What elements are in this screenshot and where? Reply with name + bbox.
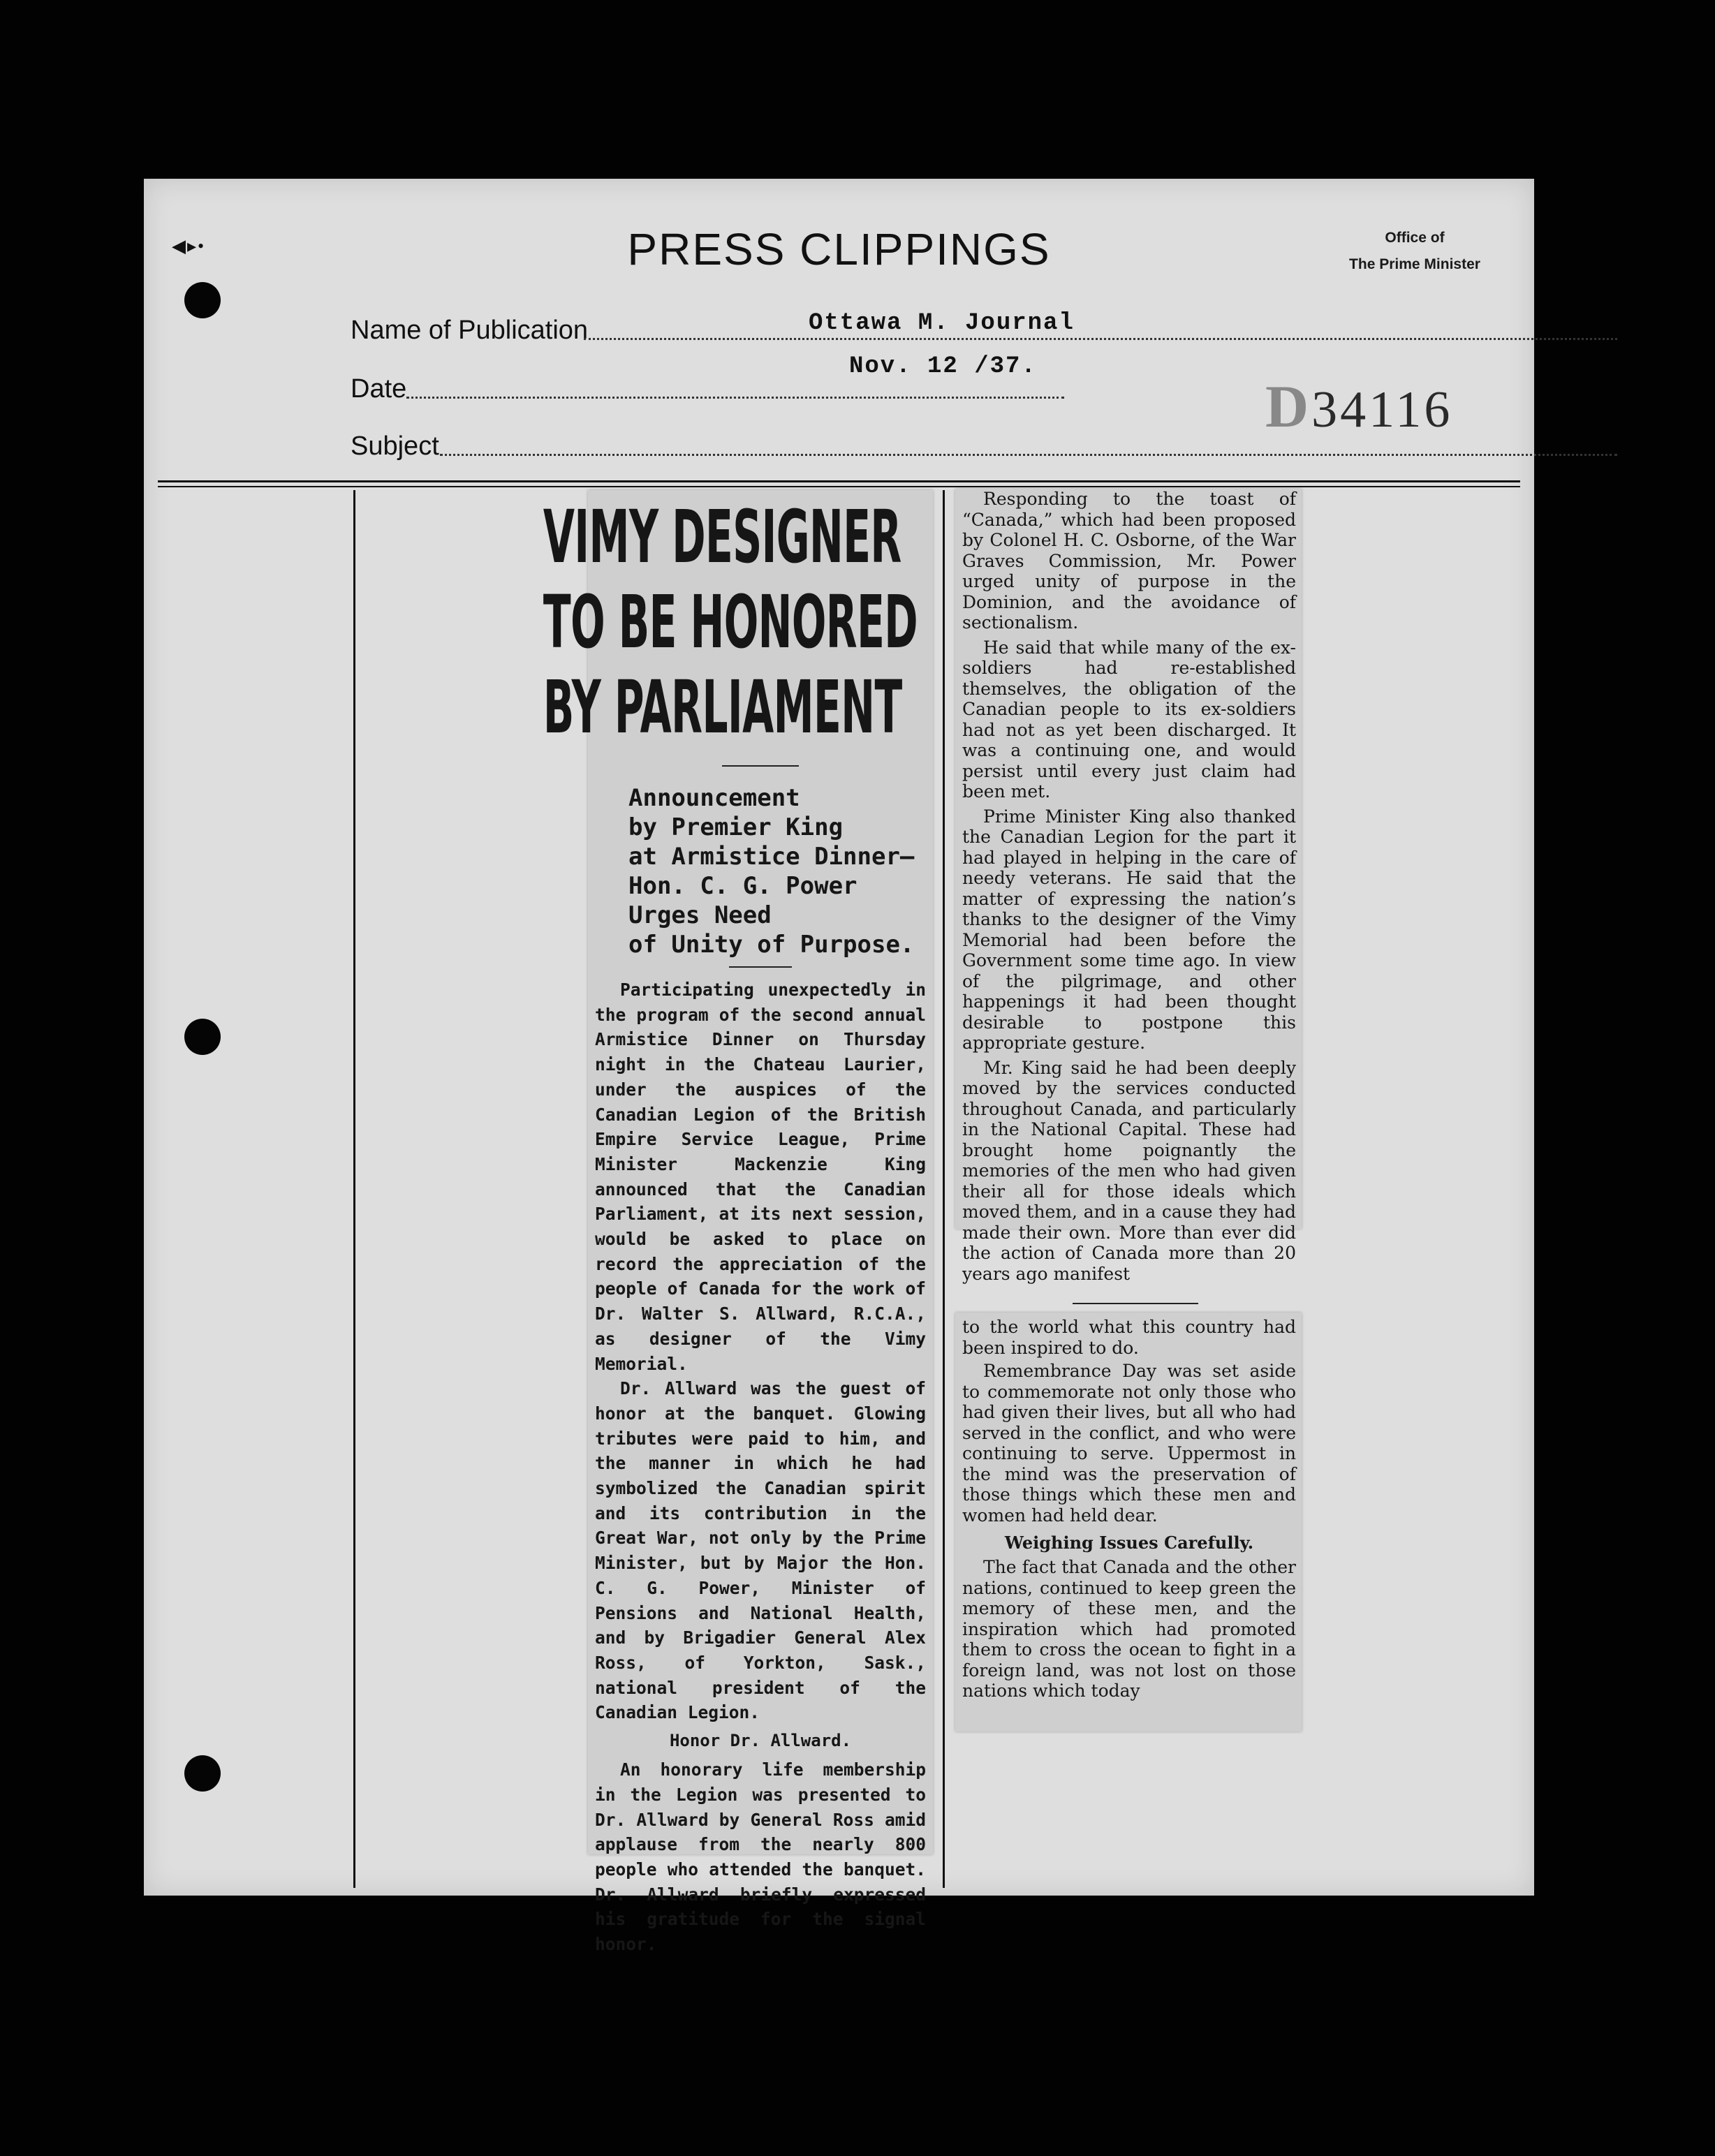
subject-dotted-line <box>440 454 1617 456</box>
header-divider <box>158 480 1520 482</box>
headline-line-1: VIMY DESIGNER <box>543 494 901 579</box>
publication-label: Name of Publication <box>351 316 589 345</box>
deck-line-2: by Premier King <box>628 813 844 841</box>
deck-line-4: Hon. C. G. Power <box>628 872 858 900</box>
article-clipping-column-3 <box>955 1313 1302 1732</box>
deck-line-6: of Unity of Purpose. <box>628 931 915 959</box>
header-divider-second <box>158 486 1520 487</box>
deck-line-5: Urges Need <box>628 901 772 929</box>
punch-hole-top <box>184 282 221 318</box>
article-subheading: Honor Dr. Allward. <box>669 1731 852 1751</box>
article-paragraph: The fact that Canada and the other nations, continued to keep green the memory of these men, and the inspiration which had promoted them to cross the ocean to fight in a foreign land, was not lost on those nations which today <box>962 1557 1296 1701</box>
center-margin-line <box>943 490 945 1888</box>
headline-line-2: TO BE HONORED <box>543 579 918 665</box>
date-value: Nov. 12 /37. <box>849 353 1037 380</box>
left-margin-line <box>353 490 355 1888</box>
deck-line-3: at Armistice Dinner— <box>628 843 915 871</box>
document-number <box>1265 371 1452 441</box>
article-paragraph: Prime Minister King also thanked the Canadian Legion for the part it had played in helping in the care of needy veterans. He said that the matter of expressing the nation’s thanks to the designer of the Vimy Memorial had been before the Government some time ago. In view of the pilgrimage, and other happenings it had been thought desirable to postpone this appropriate gesture. <box>962 806 1296 1053</box>
headline-line-3: BY PARLIAMENT <box>543 665 902 750</box>
article-paragraph: Responding to the toast of “Canada,” which had been proposed by Colonel H. C. Osborne, of the War Graves Commission, Mr. Power urged unity of purpose in the Dominion, and the avoidance of sectionalism. <box>962 489 1296 633</box>
column-break-rule <box>1073 1303 1198 1304</box>
document-number-prefix: D <box>1265 373 1309 440</box>
article-paragraph: Remembrance Day was set aside to commemorate not only those who had given their lives, but all who had served in the conflict, and who were continuing to serve. Uppermost in the mind was the preservation of those things which these men and women had held dear. <box>962 1361 1296 1526</box>
publication-value: Ottawa M. Journal <box>809 310 1075 337</box>
punch-hole-bottom <box>184 1755 221 1792</box>
deck-line-1: Announcement <box>628 784 800 812</box>
article-clipping-column-2 <box>955 489 1302 1284</box>
date-dotted-line <box>406 397 1064 399</box>
publication-dotted-line <box>584 338 1617 340</box>
office-label <box>1331 225 1499 278</box>
document-number-digits: 34116 <box>1311 381 1453 438</box>
punch-hole-middle <box>184 1019 221 1055</box>
article-paragraph: Mr. King said he had been deeply moved by the services conducted throughout Canada, and particularly in the National Capital. These had brought home poignantly the memories of the men who had given their all for those ideals which moved them, and in a cause they had made their own. More than ever did the action of Canada more than 20 years ago manifest <box>962 1057 1296 1284</box>
corner-mark: ◀▸• <box>172 236 206 256</box>
headline-rule <box>722 765 799 767</box>
article-paragraph: Dr. Allward was the guest of honor at the banquet. Glowing tributes were paid to him, and the manner in which he had symbolized the Canadian spirit and its contribution in the Great War, not only by the Prime Minister, but by Major the Hon. C. G. Power, Minister of Pensions and National Health, and by Brigadier General Alex Ross, of Yorkton, Sask., national president of the Canadian Legion. <box>595 1378 926 1723</box>
article-paragraph: to the world what this country had been inspired to do. <box>962 1317 1296 1358</box>
article-paragraph: Participating unexpectedly in the program of the second annual Armistice Dinner on Thursday night in the Chateau Laurier, under the auspices of the Canadian Legion of the British Empire Service League, Prime Minister Mackenzie King announced that the Canadian Parliament, at its next session, would be asked to place on record the appreciation of the people of Canada for the work of Dr. Walter S. Allward, R.C.A., as designer of the Vimy Memorial. <box>595 980 926 1374</box>
office-line-2: The Prime Minister <box>1349 256 1480 272</box>
office-line-1: Office of <box>1385 230 1445 246</box>
deck-rule <box>729 966 792 968</box>
article-subheading: Weighing Issues Carefully. <box>1004 1533 1254 1553</box>
article-headline <box>543 494 918 750</box>
article-paragraph: An honorary life membership in the Legion was presented to Dr. Allward by General Ross amid applause from the nearly 800 people who attended the banquet. Dr. Allward briefly expressed his gratitude for the signal honor. <box>595 1759 926 1955</box>
article-paragraph: He said that while many of the ex-soldiers had re-established themselves, the obligation of the Canadian people to its ex-soldiers had not as yet been discharged. It was a continuing one, and would persist until every just claim had been met. <box>962 637 1296 802</box>
subject-label: Subject <box>351 431 439 461</box>
article-clipping-column-1 <box>543 490 933 1955</box>
clipping-sheet <box>144 179 1534 1955</box>
article-deck <box>595 783 926 959</box>
date-label: Date <box>351 374 407 404</box>
page-title: PRESS CLIPPINGS <box>627 224 1051 274</box>
